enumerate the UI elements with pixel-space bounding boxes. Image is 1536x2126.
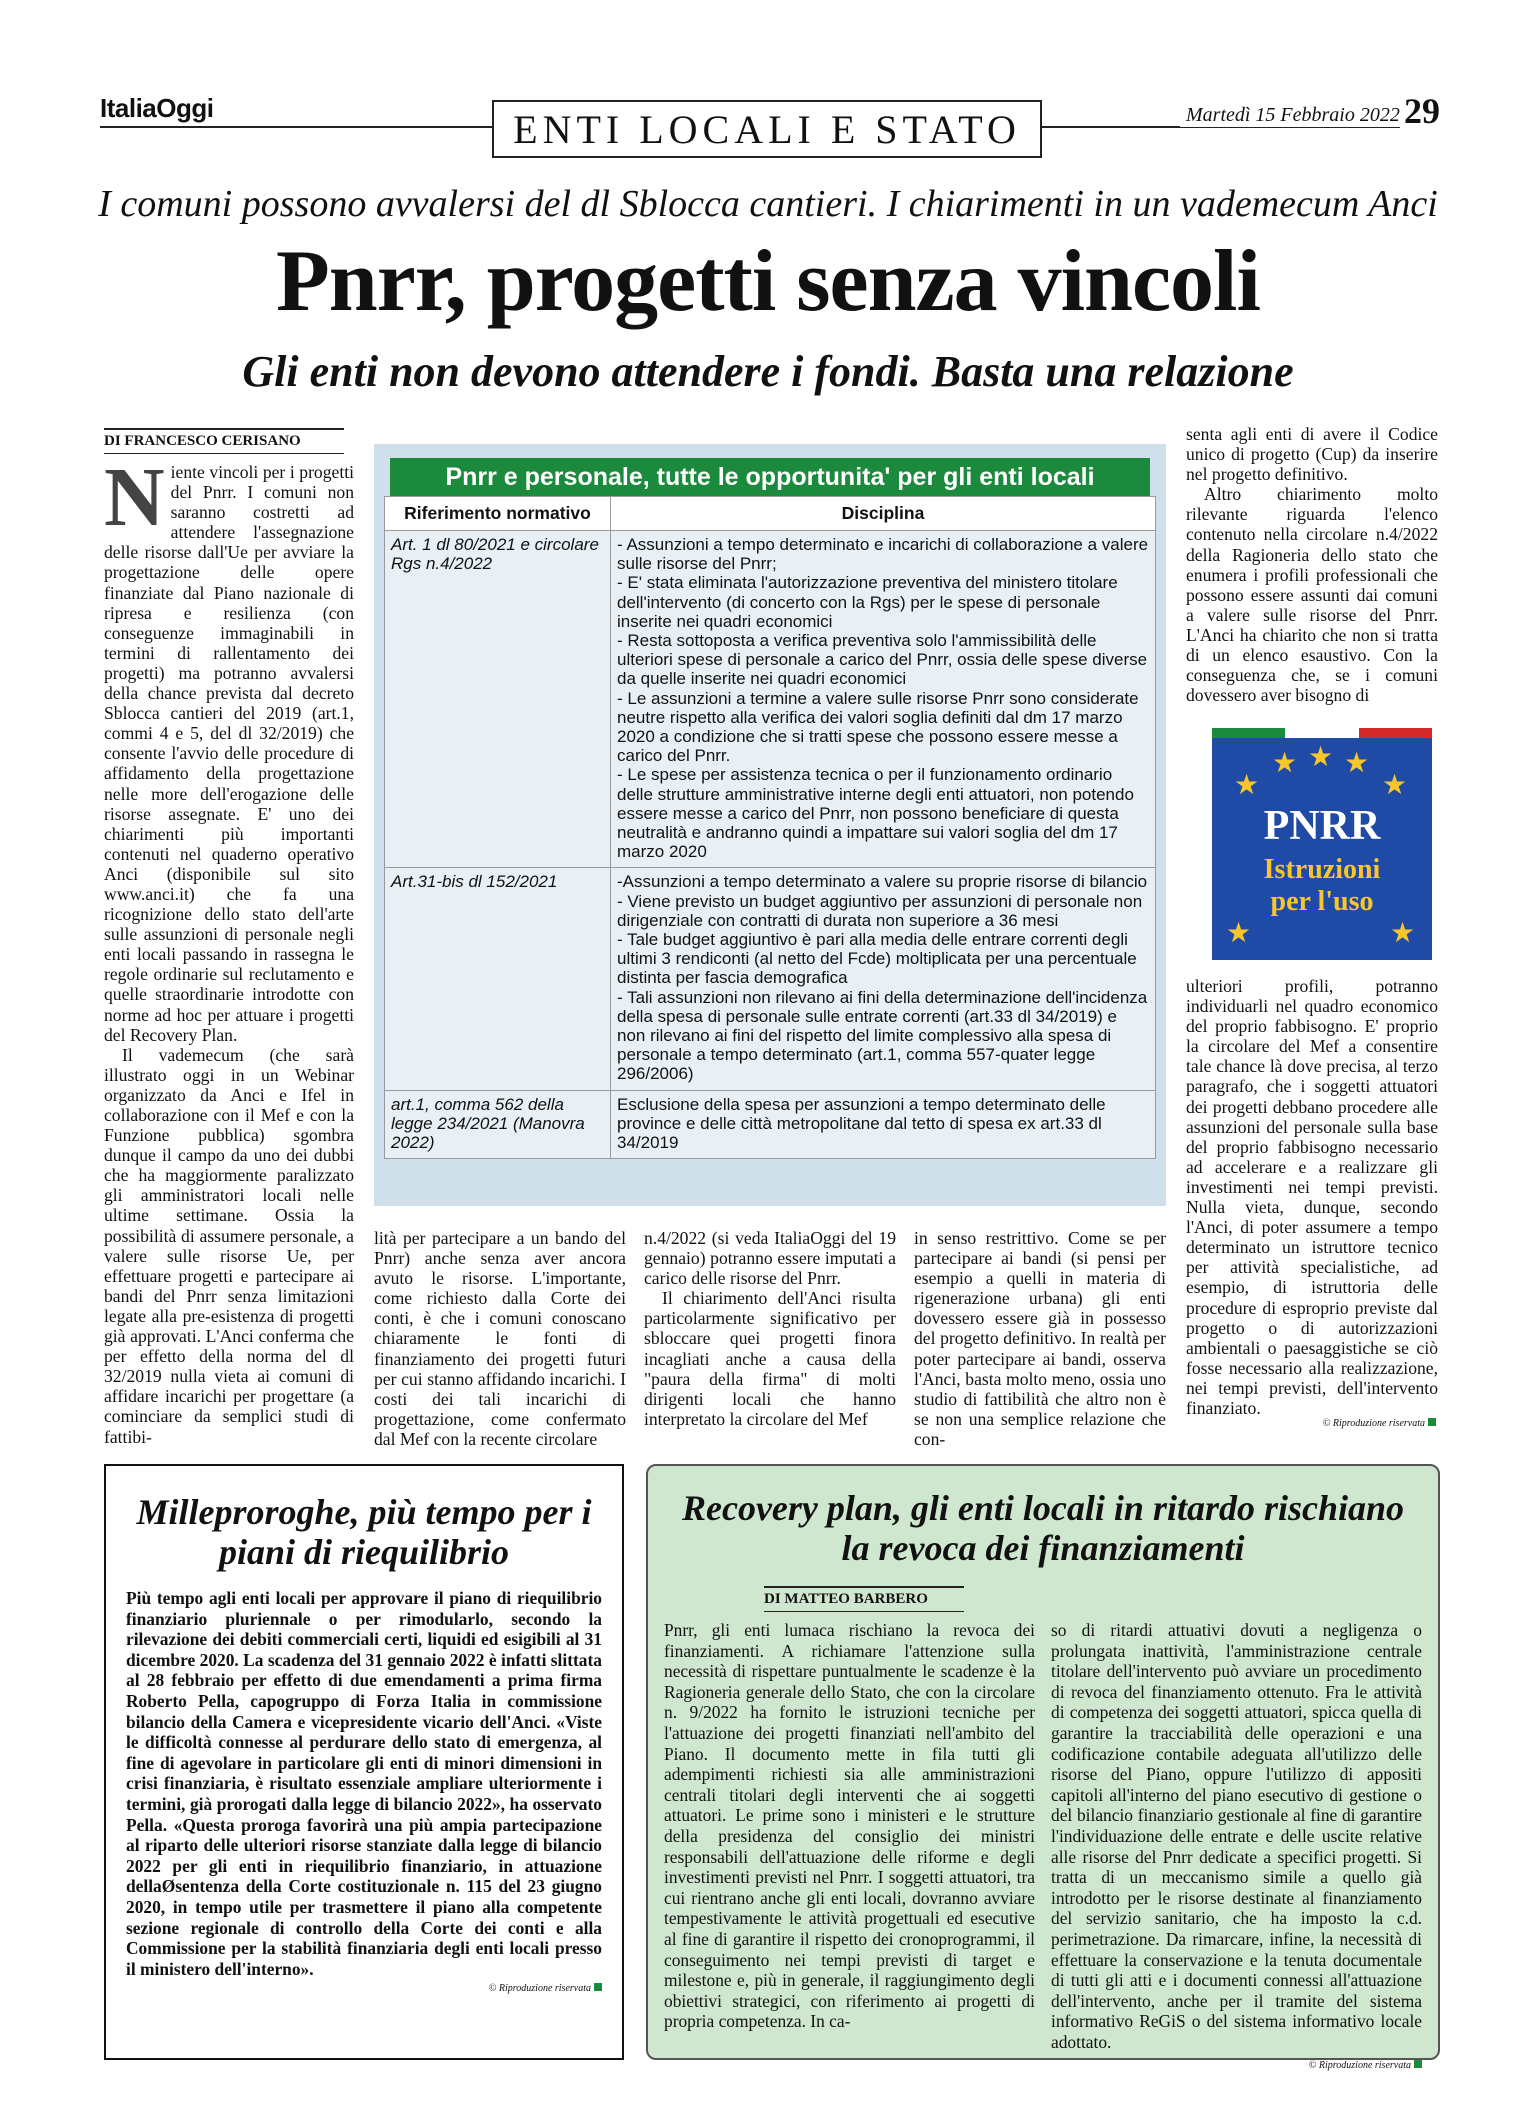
masthead-logo: ItaliaOggi: [100, 93, 214, 123]
article-paragraph: ulteriori profili, potranno individuarli nel quadro economico del proprio fabbisogno. E' proprio la circolare del Mef a consentire tale chance là dove precisa, al terzo paragrafo, che i soggetti attuatori dei progetti debbano procedere alle assunzioni del personale sulla base del proprio fabbisogno necessario ad accelerare e a realizzare gli investimenti nei tempi previsti. Nulla vieta, dunque, secondo l'Anci, di poter assumere a tempo determinato un istruttore tecnico per attività specialistiche, ad esempio, di istruttoria delle procedure di esproprio previste dal progetto o di autorizzazioni ambientali o paesaggistiche se ciò fosse necessario alla realizzazione, nei tempi previsti, dell'intervento finanziato.: [1186, 976, 1438, 1418]
pnrr-illustration: [1212, 728, 1432, 960]
article-paragraph: Niente vincoli per i progetti del Pnrr. I comuni non saranno costretti ad attendere l'assegnazione delle risorse dall'Ue per avviare la progettazione delle opere finanziate dal Piano nazionale di ripresa e resilienza (con conseguenze immaginabili in termini di rallentamento dei progetti) ma potranno avvalersi della chance prevista dal decreto Sblocca cantieri del 2019 (art.1, commi 4 e 5, del dl 32/2019) che consente l'avvio delle procedure di affidamento della progettazione nelle more dell'erogazione delle risorse assegnate. E' uno dei chiarimenti più importanti contenuti nel quaderno operativo Anci (disponibile sul sito www.anci.it) che fa una ricognizione dello stato dell'arte sulle assunzioni di personale negli enti locali passando in rassegna le regole ordinarie sul reclutamento e quelle straordinarie introdotte con norme ad hoc per attuare i progetti del Recovery Plan.: [104, 451, 354, 1045]
recovery-plan-column-2: so di ritardi attuativi dovuti a negligenza o prolungata inattività, l'amministrazione centrale titolare dell'intervento può avviare un procedimento di revoca del finanziamento ottenuto. Fra le attività di competenza dei soggetti attuatori, spicca quella di garantire la tracciabilità delle operazioni e una codificazione contabile adeguata all'utilizzo delle risorse del Piano, oppure l'utilizzo di appositi capitoli all'interno del piano esecutivo di gestione o del bilancio finanziario gestionale al fine di garantire l'individuazione delle entrate e delle uscite relative alle risorse del Pnrr dedicate a specifici progetti. Si tratta di un meccanismo simile a quello già introdotto per le risorse destinate al finanziamento del servizio sanitario, che ha imposto la c.d. perimetrazione. Da rimarcare, infine, la necessità di effettuare la conservazione e la tenuta documentale di tutti gli atti e i documenti connessi all'attuazione dell'intervento, anche per il tramite del sistema informativo ReGiS o del sistema informativo locale adottato. © Riproduzione riservata: [1051, 1620, 1422, 2077]
article-paragraph: in senso restrittivo. Come se per partecipare ai bandi (si pensi per esempio a quelli in materia di rigenerazione urbana) gli enti dovessero essere già in possesso del progetto definitivo. In realtà per poter partecipare ai bandi, osserva l'Anci, basta molto meno, ossia uno studio di fattibilità che altro non è se non una semplice relazione che con-: [914, 1228, 1166, 1449]
copyright-note: © Riproduzione riservata: [1260, 1418, 1436, 1429]
flag-red: [1359, 728, 1432, 738]
copyright-note: © Riproduzione riservata: [1051, 2056, 1422, 2077]
star-icon: ★: [1234, 770, 1260, 801]
star-icon: ★: [1344, 748, 1370, 779]
pnrr-word: PNRR: [1263, 803, 1381, 849]
table-header-discipline: Disciplina: [611, 497, 1156, 531]
flag-white: [1285, 728, 1358, 738]
table-header-ref: Riferimento normativo: [385, 497, 611, 531]
flag-green: [1212, 728, 1285, 738]
table-cell-discipline: Esclusione della spesa per assunzioni a tempo determinato delle province e delle città metropolitane dal tetto di spesa ex art.33 dl 34/2019: [611, 1090, 1156, 1159]
article-paragraph: n.4/2022 (si veda ItaliaOggi del 19 gennaio) potranno essere imputati a carico delle risorse del Pnrr.: [644, 1228, 896, 1289]
section-title: ENTI LOCALI E STATO: [492, 100, 1042, 158]
article-subhead: Gli enti non devono attendere i fondi. Basta una relazione: [242, 347, 1294, 396]
table-row: [385, 868, 1156, 1090]
star-icon: ★: [1226, 918, 1252, 949]
recovery-plan-box: [646, 1464, 1440, 2072]
end-square-icon: [594, 1983, 602, 1991]
article-column-2: [374, 1228, 626, 1449]
table-cell-reference: Art.31-bis dl 152/2021: [385, 868, 611, 1090]
article-paragraph: senta agli enti di avere il Codice unico di progetto (Cup) da inserire nel progetto definitivo.: [1186, 424, 1438, 485]
table-title: Pnrr e personale, tutte le opportunita' per gli enti locali: [390, 458, 1150, 496]
table-box: [374, 444, 1166, 1206]
table-row: [385, 1090, 1156, 1159]
copyright-note: © Riproduzione riservata: [126, 1983, 602, 1994]
table-cell-discipline: -Assunzioni a tempo determinato a valere su proprie risorse di bilancio - Viene previsto un budget aggiuntivo per assunzioni di personale non dirigenziale con contratti di durata non superiore a 36 mesi - Tale budget aggiuntivo è pari alla media delle entrare correnti degli ultimi 3 rendiconti (al netto del Fcde) moltiplicata per una percentuale distinta per fascia demografica - Tali assunzioni non rilevano ai fini della determinazione dell'incidenza della spesa di personale sulle entrate correnti (art.33 dl 34/2019) e non rilevano ai fini del rispetto del limite complessivo alla spesa di personale a tempo determinato (art.1, comma 557-quater legge 296/2006): [611, 868, 1156, 1090]
article-paragraph: Il chiarimento dell'Anci risulta particolarmente significativo per sbloccare quei progetti finora incagliati anche a causa della "paura della firma" di molti dirigenti locali che hanno interpretato la circolare del Mef: [644, 1288, 896, 1429]
table-row: [385, 531, 1156, 868]
recovery-plan-title: Recovery plan, gli enti locali in ritardo rischiano la revoca dei finanziamenti: [681, 1488, 1405, 1568]
article-column-1: [104, 451, 354, 1447]
drop-cap: N: [104, 451, 165, 544]
article-column-5-top: [1186, 424, 1438, 705]
article-column-3: [644, 1228, 896, 1429]
page-number: 29: [1400, 90, 1444, 132]
italian-flag-stripe: [1212, 728, 1432, 738]
article-headline: Pnrr, progetti senza vincoli: [276, 233, 1260, 330]
regulation-table: [384, 496, 1156, 1159]
table-cell-discipline: - Assunzioni a tempo determinato e incarichi di collaborazione a valere sulle risorse del Pnrr; - E' stata eliminata l'autorizzazione preventiva del ministero titolare dell'intervento (di concerto con la Rgs) per le spese di personale inserite nei quadri economici - Resta sottoposta a verifica preventiva solo l'ammissibilità delle ulteriori spese di personale a carico del Pnrr, ossia delle spese diverse da quelle inserite nei quadri economici - Le assunzioni a termine a valere sulle risorse Pnrr sono considerate neutre rispetto alla verifica dei valori soglia definiti dal dm 17 marzo 2020 a condizione che si tratti spese che possono essere messe a carico del Pnrr. - Le spese per assistenza tecnica o per il funzionamento ordinario delle strutture amministrative interne degli enti attuatori, non potendo essere messe a carico del Pnrr, non possono beneficiare di questa neutralità e andranno quindi a impattare sui valori soglia del dm 17 marzo 2020: [611, 531, 1156, 868]
milleproroghe-body: Più tempo agli enti locali per approvare il piano di riequilibrio finanziario pluriennale o per rimodularlo, secondo la rilevazione dei debiti commerciali certi, liquidi ed esigibili al 31 dicembre 2020. La scadenza del 31 gennaio 2022 è infatti slittata al 28 febbraio per effetto di due emendamenti a prima firma Roberto Pella, capogruppo di Forza Italia in commissione bilancio della Camera e vicepresidente vicario dell'Anci. «Viste le difficoltà connesse al perdurare dello stato di emergenza, al fine di agevolare in particolare gli enti di minori dimensioni in crisi finanziaria, è risultato essenziale ampliare ulteriormente i termini, già prorogati dalla legge di bilancio 2022», ha osservato Pella. «Questa proroga favorirà una più ampia partecipazione al riparto delle ulteriori risorse stanziate dalla legge di bilancio 2022 per gli enti in riequilibrio finanziario, in attuazione dellaØsentenza della Corte costituzionale n. 115 del 23 giugno 2020, in tempo utile per trasmettere il piano alla competente sezione regionale di controllo della Corte dei conti e alla Commissione per la stabilità finanziaria degli enti locali presso il ministero dell'interno».: [126, 1588, 602, 1979]
article-paragraph: Altro chiarimento molto rilevante riguarda l'elenco contenuto nella circolare n.4/2022 della Ragioneria dello stato che enumera i profili professionali che possono essere assunti dai comuni a valere sulle risorse del Pnrr. L'Anci ha chiarito che non si tratta di un elenco esaustivo. Con la conseguenza che, se i comuni dovessero aver bisogno di: [1186, 484, 1438, 706]
recovery-plan-column-1: Pnrr, gli enti lumaca rischiano la revoca dei finanziamenti. A richiamare l'attenzione sulla necessità di rispettare puntualmente le scadenze è la Ragioneria generale dello Stato, che con la circolare n. 9/2022 ha fornito le istruzioni tecniche per l'attuazione dei progetti finanziati nell'ambito del Piano. Il documento mette in fila tutti gli adempimenti richiesti sia alle amministrazioni centrali titolari degli interventi che ai soggetti attuatori. Le prime sono i ministeri e le strutture della presidenza del consiglio dei ministri responsabili dell'attuazione delle riforme e degli investimenti previsti nel Pnrr. I soggetti attuatori, tra cui rientrano anche gli enti locali, dovranno avviare tempestivamente le attività progettuali ed esecutive al fine di garantire il rispetto dei cronoprogrammi, il conseguimento nei tempi previsti di target e milestone e, più in generale, il raggiungimento degli obiettivi strategici, con riferimento ai progetti di propria competenza. In ca-: [664, 1620, 1035, 2032]
table-cell-reference: Art. 1 dl 80/2021 e circolare Rgs n.4/2022: [385, 531, 611, 868]
end-square-icon: [1428, 1418, 1436, 1426]
recovery-plan-byline: DI MATTEO BARBERO: [764, 1586, 964, 1612]
issue-date: Martedì 15 Febbraio 2022: [1180, 104, 1406, 127]
end-square-icon: [1414, 2060, 1422, 2068]
article-paragraph: lità per partecipare a un bando del Pnrr) anche senza aver ancora avuto le risorse. L'importante, come richiesto dalla Corte dei conti, è che i comuni conoscano chiaramente le fonti di finanziamento dei progetti futuri per cui stanno affidando incarichi. I costi dei tali incarichi di progettazione, come confermato dal Mef con la recente circolare: [374, 1228, 626, 1449]
star-icon: ★: [1390, 918, 1416, 949]
article-column-4: [914, 1228, 1166, 1449]
milleproroghe-box: [104, 1464, 624, 2060]
star-icon: ★: [1382, 770, 1408, 801]
article-byline: DI FRANCESCO CERISANO: [104, 428, 344, 454]
article-kicker: I comuni possono avvalersi del dl Sblocca cantieri. I chiarimenti in un vademecum Anci: [98, 183, 1438, 225]
article-column-5-bottom: [1186, 976, 1438, 1418]
table-cell-reference: art.1, comma 562 della legge 234/2021 (Manovra 2022): [385, 1090, 611, 1159]
star-icon: ★: [1308, 742, 1334, 773]
pnrr-subtitle: Istruzioni per l'uso: [1263, 854, 1381, 917]
article-paragraph: Il vademecum (che sarà illustrato oggi in un Webinar organizzato da Anci e Ifel in collaborazione con il Mef e con la Funzione pubblica) sgombra dunque il campo da uno dei dubbi che ha maggiormente paralizzato gli amministratori locali nelle ultime settimane. Ossia la possibilità di assumere personale, a valere sulle risorse Ue, per effettuare progetti e partecipare ai bandi del Pnrr senza limitazioni legate alla pre-esistenza di progetti già approvati. L'Anci conferma che per effetto della norma del dl 32/2019 nulla vieta ai comuni di affidare incarichi per progettare (a cominciare da semplici studi di fattibi-: [104, 1044, 354, 1447]
star-icon: ★: [1272, 748, 1298, 779]
milleproroghe-title: Milleproroghe, più tempo per i piani di riequilibrio: [136, 1492, 592, 1572]
